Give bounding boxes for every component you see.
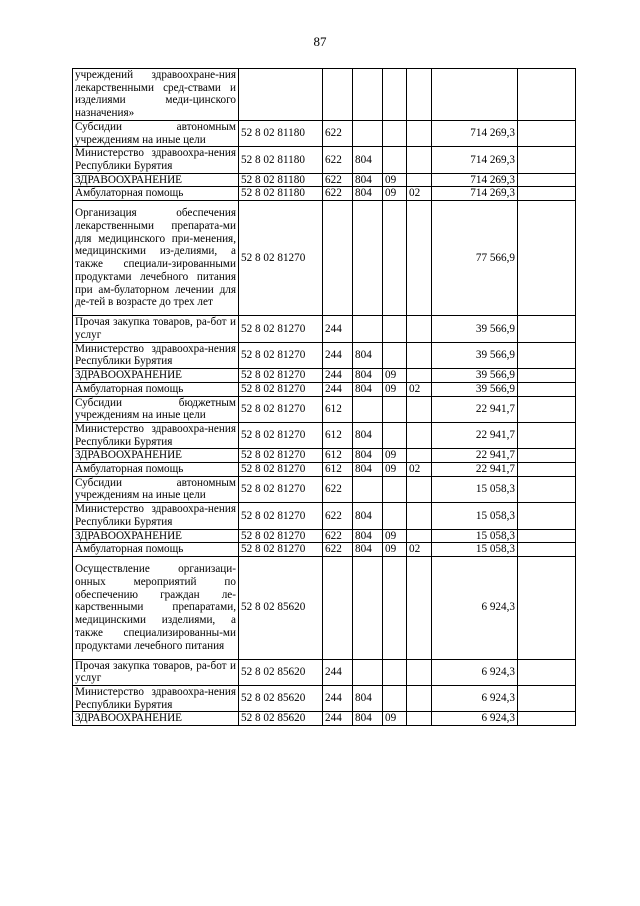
expense-type-cell [323, 201, 353, 316]
section-code-cell: 09 [383, 712, 407, 726]
target-article-code-cell: 52 8 02 85620 [239, 556, 323, 659]
subsection-code-cell: 02 [407, 187, 432, 201]
ministry-code-cell: 804 [353, 342, 383, 368]
target-article-code-cell: 52 8 02 81270 [239, 369, 323, 383]
target-article-code-cell: 52 8 02 81270 [239, 382, 323, 396]
amount-cell: 15 058,3 [432, 529, 518, 543]
row-name-cell: ЗДРАВООХРАНЕНИЕ [73, 529, 239, 543]
section-code-cell [383, 316, 407, 342]
ministry-code-cell: 804 [353, 463, 383, 477]
extra-empty-cell [518, 147, 576, 173]
amount-cell: 6 924,3 [432, 712, 518, 726]
target-article-code-cell: 52 8 02 85620 [239, 685, 323, 711]
subsection-code-cell [407, 685, 432, 711]
expense-type-cell: 244 [323, 659, 353, 685]
extra-empty-cell [518, 69, 576, 121]
table-row [73, 685, 576, 711]
ministry-code-cell: 804 [353, 449, 383, 463]
extra-empty-cell [518, 529, 576, 543]
target-article-code-cell: 52 8 02 81270 [239, 201, 323, 316]
section-code-cell [383, 503, 407, 529]
amount-cell: 714 269,3 [432, 120, 518, 146]
expense-type-cell: 622 [323, 529, 353, 543]
ministry-code-cell: 804 [353, 503, 383, 529]
section-code-cell [383, 476, 407, 502]
table-row [73, 422, 576, 448]
subsection-code-cell: 02 [407, 382, 432, 396]
row-name-cell: учреждений здравоохране-ния лекарственными сред-ствами и изделиями меди-цинского назначения» [73, 69, 239, 121]
table-row [73, 659, 576, 685]
table-row [73, 316, 576, 342]
subsection-code-cell [407, 449, 432, 463]
amount-cell [432, 69, 518, 121]
expense-type-cell: 622 [323, 187, 353, 201]
ministry-code-cell: 804 [353, 369, 383, 383]
expense-type-cell: 244 [323, 369, 353, 383]
expense-type-cell: 622 [323, 147, 353, 173]
expense-type-cell: 612 [323, 449, 353, 463]
budget-table-body [73, 69, 576, 726]
section-code-cell [383, 69, 407, 121]
target-article-code-cell: 52 8 02 81270 [239, 503, 323, 529]
section-code-cell [383, 422, 407, 448]
target-article-code-cell: 52 8 02 81270 [239, 463, 323, 477]
row-name-cell: Субсидии автономным учреждениям на иные цели [73, 476, 239, 502]
subsection-code-cell [407, 422, 432, 448]
table-row [73, 463, 576, 477]
table-row [73, 120, 576, 146]
section-code-cell: 09 [383, 529, 407, 543]
expense-type-cell: 622 [323, 173, 353, 187]
amount-cell: 714 269,3 [432, 173, 518, 187]
amount-cell: 15 058,3 [432, 503, 518, 529]
amount-cell: 39 566,9 [432, 342, 518, 368]
expense-type-cell: 622 [323, 476, 353, 502]
table-row [73, 476, 576, 502]
subsection-code-cell [407, 659, 432, 685]
amount-cell: 714 269,3 [432, 187, 518, 201]
amount-cell: 6 924,3 [432, 556, 518, 659]
ministry-code-cell [353, 556, 383, 659]
ministry-code-cell: 804 [353, 147, 383, 173]
amount-cell: 15 058,3 [432, 476, 518, 502]
amount-cell: 39 566,9 [432, 316, 518, 342]
row-name-cell: Осуществление организаци-онных мероприятий по обеспечению граждан ле-карственными препаратами, медицинскими изделиями, а также специализированны-ми продуктами лечебного питания [73, 556, 239, 659]
table-row [73, 342, 576, 368]
section-code-cell: 09 [383, 382, 407, 396]
subsection-code-cell: 02 [407, 463, 432, 477]
extra-empty-cell [518, 503, 576, 529]
subsection-code-cell [407, 503, 432, 529]
extra-empty-cell [518, 463, 576, 477]
row-name-cell: Субсидии автономным учреждениям на иные цели [73, 120, 239, 146]
extra-empty-cell [518, 659, 576, 685]
row-name-cell: Организация обеспечения лекарственными препарата-ми для медицинского при-менения, медицинскими из-делиями, а также специали-зированными продуктами лечебного питания при ам-булаторном лечении для де-тей в возрасте до трех лет [73, 201, 239, 316]
target-article-code-cell: 52 8 02 85620 [239, 659, 323, 685]
subsection-code-cell [407, 342, 432, 368]
extra-empty-cell [518, 396, 576, 422]
page-number: 87 [313, 34, 327, 49]
subsection-code-cell [407, 69, 432, 121]
section-code-cell: 09 [383, 543, 407, 557]
target-article-code-cell: 52 8 02 81270 [239, 316, 323, 342]
subsection-code-cell [407, 173, 432, 187]
amount-cell: 6 924,3 [432, 659, 518, 685]
section-code-cell [383, 120, 407, 146]
row-name-cell: ЗДРАВООХРАНЕНИЕ [73, 173, 239, 187]
row-name-cell: Амбулаторная помощь [73, 463, 239, 477]
subsection-code-cell: 02 [407, 543, 432, 557]
extra-empty-cell [518, 556, 576, 659]
ministry-code-cell: 804 [353, 173, 383, 187]
expense-type-cell [323, 556, 353, 659]
amount-cell: 39 566,9 [432, 369, 518, 383]
subsection-code-cell [407, 556, 432, 659]
row-name-cell: ЗДРАВООХРАНЕНИЕ [73, 712, 239, 726]
amount-cell: 77 566,9 [432, 201, 518, 316]
target-article-code-cell: 52 8 02 81270 [239, 342, 323, 368]
amount-cell: 6 924,3 [432, 685, 518, 711]
subsection-code-cell [407, 201, 432, 316]
table-row [73, 201, 576, 316]
extra-empty-cell [518, 382, 576, 396]
ministry-code-cell: 804 [353, 422, 383, 448]
extra-empty-cell [518, 201, 576, 316]
row-name-cell: Амбулаторная помощь [73, 187, 239, 201]
table-row [73, 529, 576, 543]
extra-empty-cell [518, 187, 576, 201]
expense-type-cell: 622 [323, 543, 353, 557]
extra-empty-cell [518, 173, 576, 187]
expense-type-cell: 244 [323, 382, 353, 396]
expense-type-cell: 612 [323, 422, 353, 448]
table-row [73, 187, 576, 201]
row-name-cell: Министерство здравоохра-нения Республики Бурятия [73, 342, 239, 368]
extra-empty-cell [518, 685, 576, 711]
section-code-cell: 09 [383, 449, 407, 463]
ministry-code-cell [353, 120, 383, 146]
ministry-code-cell [353, 316, 383, 342]
section-code-cell: 09 [383, 187, 407, 201]
extra-empty-cell [518, 342, 576, 368]
extra-empty-cell [518, 369, 576, 383]
table-row [73, 69, 576, 121]
ministry-code-cell: 804 [353, 382, 383, 396]
ministry-code-cell: 804 [353, 187, 383, 201]
ministry-code-cell: 804 [353, 712, 383, 726]
ministry-code-cell: 804 [353, 543, 383, 557]
amount-cell: 22 941,7 [432, 422, 518, 448]
expense-type-cell: 244 [323, 342, 353, 368]
table-row [73, 369, 576, 383]
row-name-cell: Министерство здравоохра-нения Республики Бурятия [73, 685, 239, 711]
target-article-code-cell: 52 8 02 81270 [239, 396, 323, 422]
table-row [73, 147, 576, 173]
expense-type-cell: 244 [323, 316, 353, 342]
target-article-code-cell: 52 8 02 81270 [239, 529, 323, 543]
amount-cell: 22 941,7 [432, 449, 518, 463]
table-row [73, 173, 576, 187]
ministry-code-cell [353, 396, 383, 422]
amount-cell: 39 566,9 [432, 382, 518, 396]
subsection-code-cell [407, 476, 432, 502]
table-row [73, 712, 576, 726]
subsection-code-cell [407, 120, 432, 146]
subsection-code-cell [407, 147, 432, 173]
row-name-cell: Министерство здравоохра-нения Республики Бурятия [73, 422, 239, 448]
section-code-cell: 09 [383, 173, 407, 187]
amount-cell: 22 941,7 [432, 396, 518, 422]
row-name-cell: Министерство здравоохра-нения Республики Бурятия [73, 503, 239, 529]
amount-cell: 714 269,3 [432, 147, 518, 173]
subsection-code-cell [407, 396, 432, 422]
target-article-code-cell: 52 8 02 81270 [239, 422, 323, 448]
row-name-cell: Субсидии бюджетным учреждениям на иные цели [73, 396, 239, 422]
subsection-code-cell [407, 529, 432, 543]
expense-type-cell: 244 [323, 685, 353, 711]
table-row [73, 543, 576, 557]
subsection-code-cell [407, 316, 432, 342]
ministry-code-cell [353, 69, 383, 121]
section-code-cell [383, 659, 407, 685]
section-code-cell [383, 201, 407, 316]
ministry-code-cell [353, 201, 383, 316]
row-name-cell: Прочая закупка товаров, ра-бот и услуг [73, 659, 239, 685]
section-code-cell [383, 396, 407, 422]
section-code-cell: 09 [383, 463, 407, 477]
extra-empty-cell [518, 120, 576, 146]
subsection-code-cell [407, 369, 432, 383]
table-row [73, 396, 576, 422]
extra-empty-cell [518, 712, 576, 726]
table-row [73, 503, 576, 529]
section-code-cell: 09 [383, 369, 407, 383]
target-article-code-cell: 52 8 02 81270 [239, 476, 323, 502]
extra-empty-cell [518, 476, 576, 502]
row-name-cell: Амбулаторная помощь [73, 543, 239, 557]
section-code-cell [383, 556, 407, 659]
row-name-cell: Министерство здравоохра-нения Республики Бурятия [73, 147, 239, 173]
budget-table [72, 68, 576, 726]
target-article-code-cell: 52 8 02 81180 [239, 173, 323, 187]
extra-empty-cell [518, 316, 576, 342]
ministry-code-cell: 804 [353, 529, 383, 543]
target-article-code-cell: 52 8 02 81270 [239, 543, 323, 557]
expense-type-cell: 622 [323, 120, 353, 146]
row-name-cell: Амбулаторная помощь [73, 382, 239, 396]
ministry-code-cell: 804 [353, 685, 383, 711]
target-article-code-cell: 52 8 02 81180 [239, 187, 323, 201]
expense-type-cell: 612 [323, 463, 353, 477]
expense-type-cell: 622 [323, 503, 353, 529]
expense-type-cell: 244 [323, 712, 353, 726]
row-name-cell: ЗДРАВООХРАНЕНИЕ [73, 369, 239, 383]
amount-cell: 22 941,7 [432, 463, 518, 477]
table-row [73, 382, 576, 396]
section-code-cell [383, 685, 407, 711]
extra-empty-cell [518, 449, 576, 463]
section-code-cell [383, 147, 407, 173]
extra-empty-cell [518, 422, 576, 448]
section-code-cell [383, 342, 407, 368]
subsection-code-cell [407, 712, 432, 726]
amount-cell: 15 058,3 [432, 543, 518, 557]
target-article-code-cell [239, 69, 323, 121]
target-article-code-cell: 52 8 02 85620 [239, 712, 323, 726]
target-article-code-cell: 52 8 02 81180 [239, 147, 323, 173]
table-row [73, 449, 576, 463]
target-article-code-cell: 52 8 02 81180 [239, 120, 323, 146]
extra-empty-cell [518, 543, 576, 557]
expense-type-cell [323, 69, 353, 121]
row-name-cell: Прочая закупка товаров, ра-бот и услуг [73, 316, 239, 342]
target-article-code-cell: 52 8 02 81270 [239, 449, 323, 463]
ministry-code-cell [353, 476, 383, 502]
table-row [73, 556, 576, 659]
ministry-code-cell [353, 659, 383, 685]
expense-type-cell: 612 [323, 396, 353, 422]
row-name-cell: ЗДРАВООХРАНЕНИЕ [73, 449, 239, 463]
